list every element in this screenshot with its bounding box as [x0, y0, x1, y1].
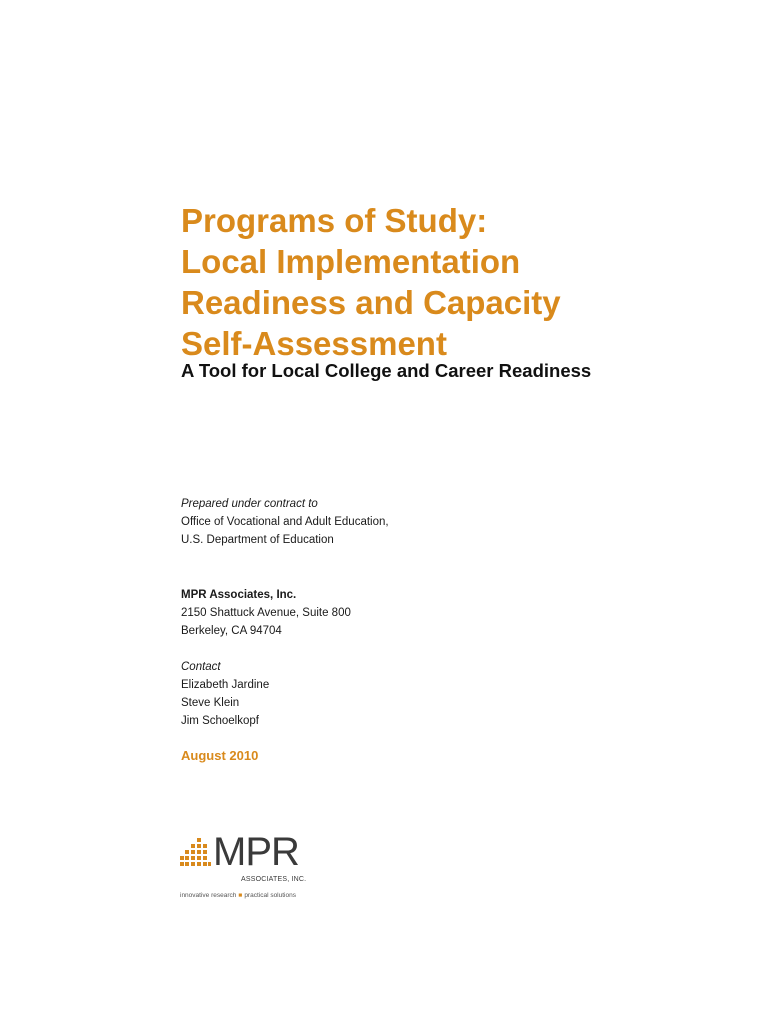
tagline-left: innovative research — [180, 892, 237, 899]
title-line-3: Readiness and Capacity — [181, 284, 561, 321]
contact-block — [181, 658, 269, 730]
contact-name-1: Elizabeth Jardine — [181, 679, 270, 691]
logo-subtext: ASSOCIATES, INC. — [241, 876, 307, 883]
document-title — [181, 200, 741, 364]
prepared-line-1: Office of Vocational and Adult Education, — [181, 516, 389, 528]
contact-label: Contact — [181, 661, 221, 673]
title-line-2: Local Implementation — [181, 243, 521, 280]
tagline-right: practical solutions — [244, 892, 296, 899]
publication-date: August 2010 — [181, 748, 259, 763]
organization-name: MPR Associates, Inc. — [181, 589, 297, 601]
prepared-line-2: U.S. Department of Education — [181, 534, 334, 546]
tagline-dot-icon: ■ — [238, 892, 243, 899]
dot-grid-icon — [180, 832, 212, 876]
address-line-2: Berkeley, CA 94704 — [181, 625, 282, 637]
prepared-for-block — [181, 495, 389, 549]
title-line-1: Programs of Study: — [181, 202, 488, 239]
contact-name-3: Jim Schoelkopf — [181, 715, 259, 727]
document-subtitle: A Tool for Local College and Career Readiness — [181, 360, 592, 381]
logo-tagline — [180, 892, 296, 899]
title-line-4: Self-Assessment — [181, 325, 447, 362]
contact-name-2: Steve Klein — [181, 697, 240, 709]
logo-wordmark: MPR — [213, 830, 299, 874]
organization-block — [181, 586, 351, 640]
address-line-1: 2150 Shattuck Avenue, Suite 800 — [181, 607, 351, 619]
prepared-label: Prepared under contract to — [181, 498, 318, 510]
mpr-logo — [180, 832, 330, 907]
